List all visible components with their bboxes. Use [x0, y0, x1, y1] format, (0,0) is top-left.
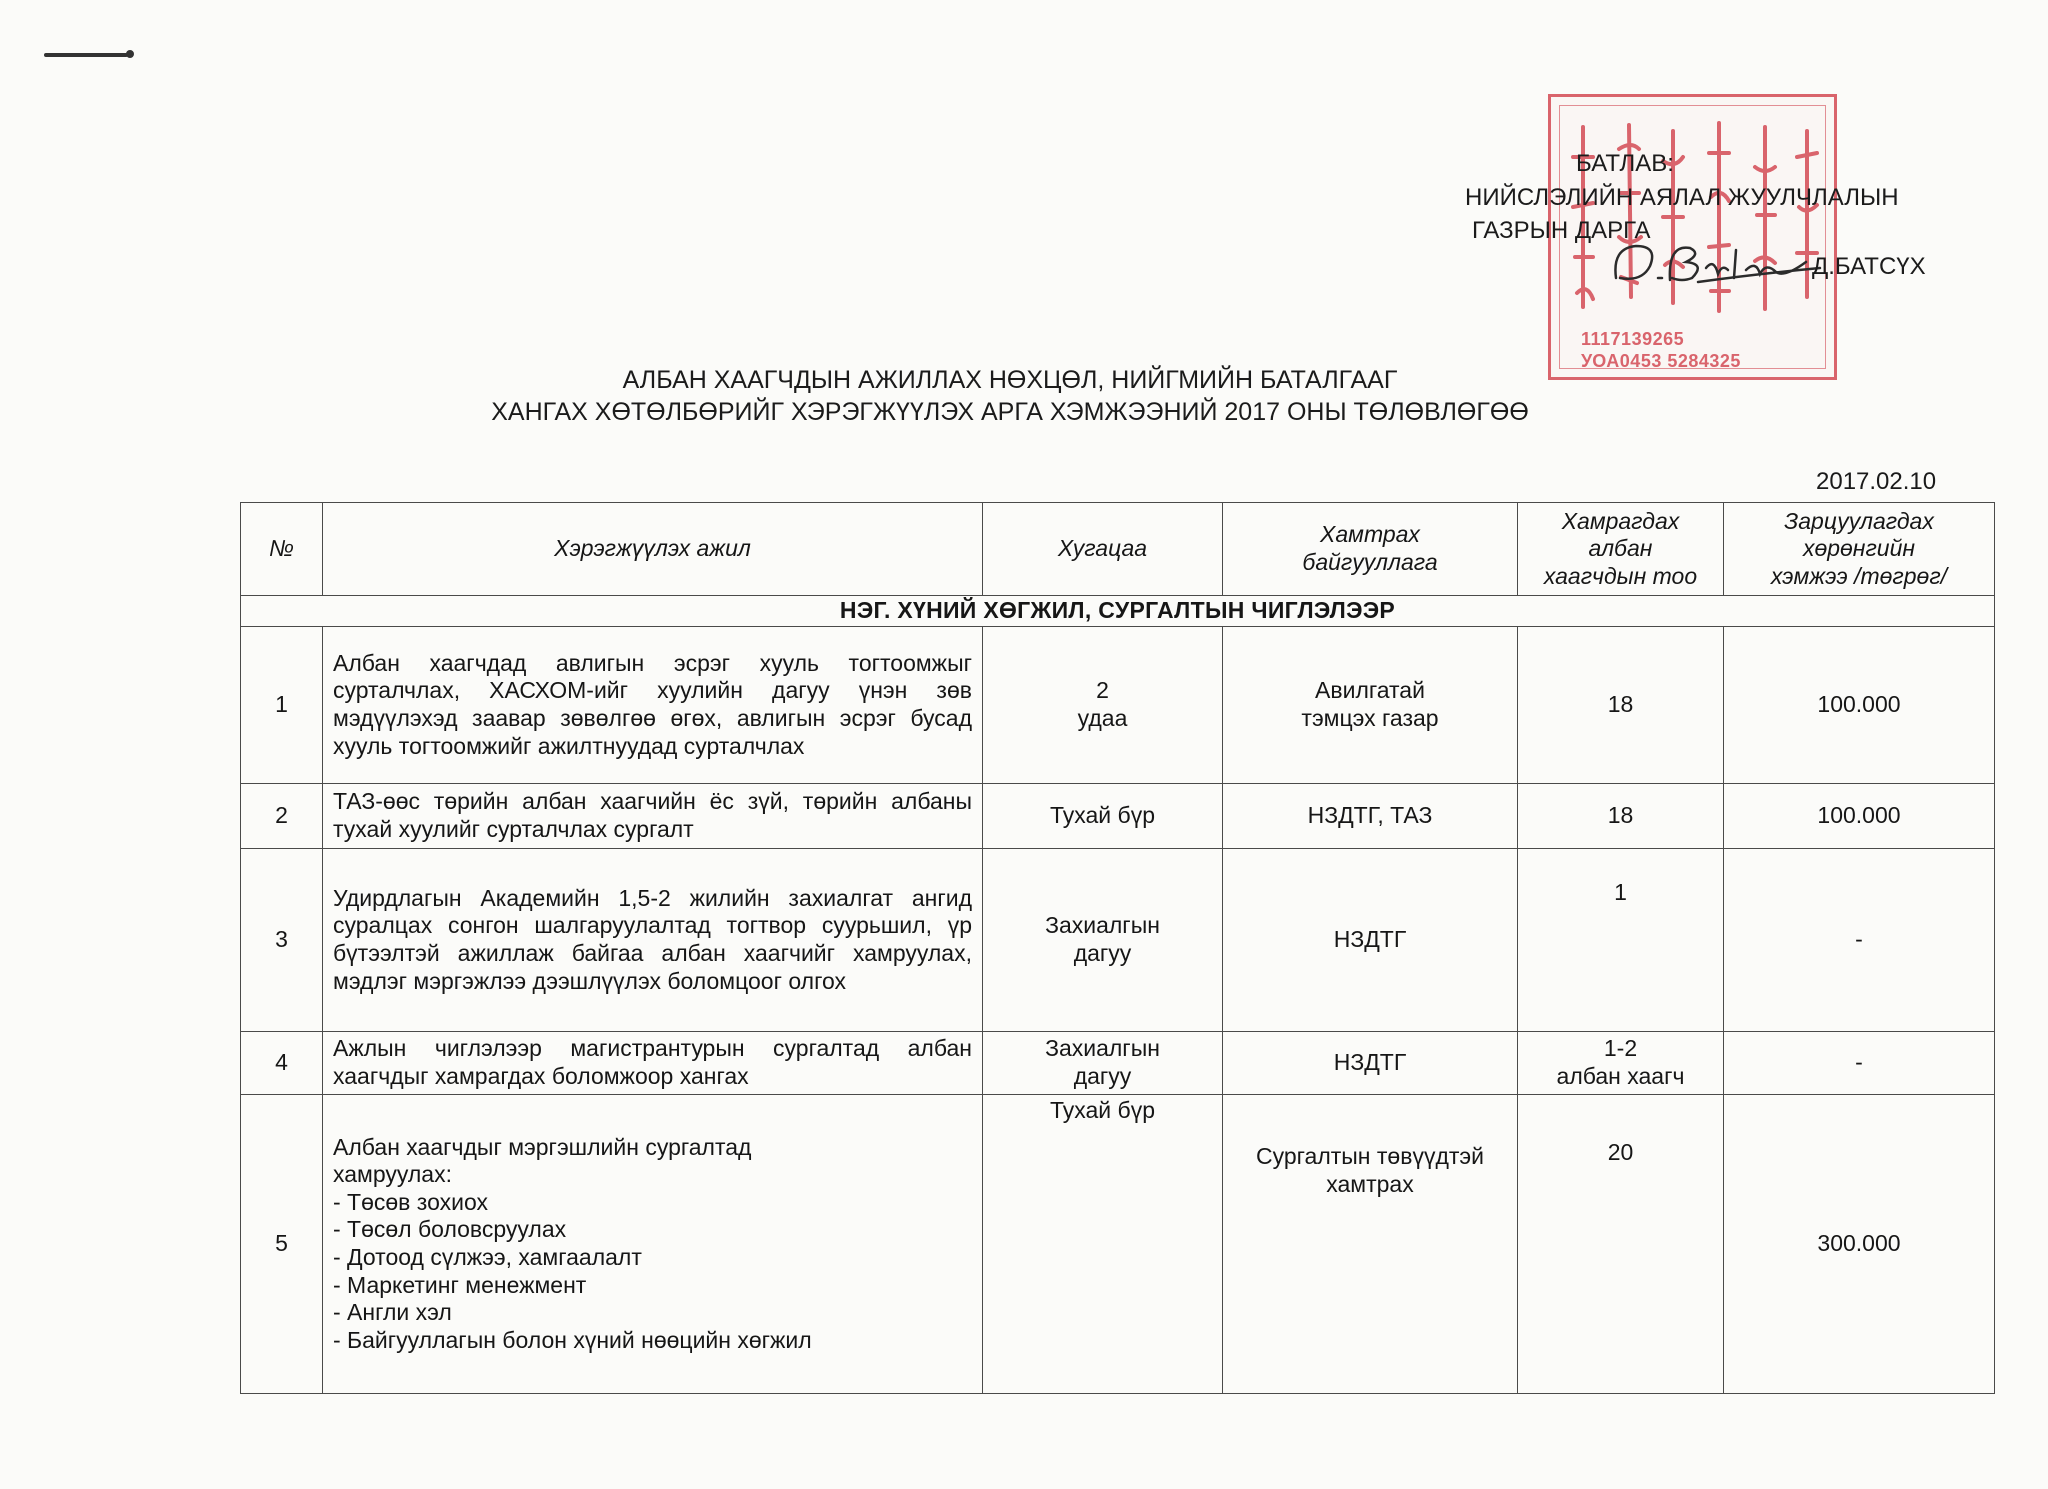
row-partner: НЗДТГ: [1223, 849, 1518, 1032]
row-partner: НЗДТГ, ТАЗ: [1223, 784, 1518, 849]
section-row: [241, 596, 1995, 627]
row-no: 2: [241, 784, 323, 849]
header-staff-line3: хаагчдын тоо: [1543, 562, 1698, 589]
row-staff-line1: 1-2: [1603, 1035, 1638, 1062]
task-line: - Төсөв зохиох: [333, 1188, 488, 1215]
row-no: 3: [241, 849, 323, 1032]
row-period-line1: Захиалгын: [1045, 1035, 1160, 1062]
row-staff-count: [1518, 1032, 1724, 1095]
row-staff-count: 1: [1518, 849, 1724, 1032]
row-task: Удирдлагын Академийн 1,5-2 жилийн захиалгат ангид суралцах сонгон шалгаруулалтад тогтвор суурьшил, үр бүтээлтэй ажиллаж байгаа албан хаагчийг хамруулах, мэдлэг мэргэжлээ дээшлүүлэх боломцоог олгох: [323, 849, 983, 1032]
header-partner-line1: Хамтрах: [1320, 521, 1420, 548]
header-cost: [1724, 503, 1995, 596]
header-partner-line2: байгууллага: [1302, 549, 1438, 575]
row-partner-line2: хамтрах: [1326, 1170, 1414, 1197]
task-line: хамруулах:: [333, 1161, 452, 1188]
header-staff-count: [1518, 503, 1724, 596]
row-staff-count: 18: [1518, 784, 1724, 849]
document-date: 2017.02.10: [1816, 468, 1937, 495]
header-cost-line1: Зарцуулагдах: [1784, 507, 1934, 534]
row-period: [983, 627, 1223, 784]
row-task: Албан хаагчдад авлигын эсрэг хууль тогтоомжыг сурталчлах, ХАСХОМ-ийг хуулийн дагуу үнэн зөв мэдүүлэхэд заавар зөвөлгөө өгөх, авлигын эсрэг бусад хууль тогтоомжийг ажилтнуудад сурталчлах: [323, 627, 983, 784]
row-task: ТАЗ-өөс төрийн албан хаагчийн ёс зүй, төрийн албаны тухай хуулийг сурталчлах сургалт: [323, 784, 983, 849]
row-no: 5: [241, 1095, 323, 1394]
table-header-row: [241, 503, 1995, 596]
row-partner-line2: тэмцэх газар: [1301, 705, 1439, 731]
row-period: [983, 849, 1223, 1032]
stamp-number-1: 1117139265: [1581, 329, 1685, 349]
approval-org-line1: НИЙСЛЭЛИЙН АЯЛАЛ ЖУУЛЧЛАЛЫН: [1465, 184, 1899, 211]
plan-table: [240, 502, 1995, 1394]
handwritten-signature: [1606, 238, 1826, 288]
row-period-line1: 2: [1096, 677, 1109, 704]
table-row: [241, 849, 1995, 1032]
section-heading: НЭГ. ХҮНИЙ ХӨГЖИЛ, СУРГАЛТЫН ЧИГЛЭЛЭЭР: [241, 596, 1995, 627]
row-period: [983, 1032, 1223, 1095]
task-line: - Төсөл боловсруулах: [333, 1216, 567, 1243]
approval-org-line2: ГАЗРЫН ДАРГА: [1472, 217, 1651, 244]
row-period-line2: дагуу: [1073, 1063, 1132, 1089]
row-partner-line1: Сургалтын төвүүдтэй: [1256, 1143, 1484, 1169]
row-partner-line1: Авилгатай: [1315, 677, 1425, 704]
header-period: Хугацаа: [983, 503, 1223, 596]
header-partner: [1223, 503, 1518, 596]
header-cost-line3: хэмжээ /төгрөг/: [1770, 562, 1948, 589]
header-cost-line2: хөрөнгийн: [1802, 535, 1916, 562]
row-period-line1: Захиалгын: [1045, 912, 1160, 939]
approval-label: БАТЛАВ:: [1576, 150, 1674, 177]
approval-signer: Д.БАТСҮХ: [1812, 253, 1926, 280]
row-cost: -: [1724, 1032, 1995, 1095]
table-row: [241, 1095, 1995, 1394]
task-line: - Дотоод сүлжээ, хамгаалалт: [333, 1244, 642, 1270]
stamp-number-2: УОА0453 5284325: [1581, 351, 1741, 371]
row-task: [323, 1095, 983, 1394]
table-row: [241, 627, 1995, 784]
row-partner: НЗДТГ: [1223, 1032, 1518, 1095]
row-period-line2: удаа: [1077, 705, 1128, 731]
row-no: 1: [241, 627, 323, 784]
header-no: №: [241, 503, 323, 596]
row-cost: 100.000: [1724, 784, 1995, 849]
header-staff-line2: албан: [1588, 535, 1653, 562]
row-cost: 300.000: [1724, 1095, 1995, 1394]
row-cost: 100.000: [1724, 627, 1995, 784]
task-line: - Маркетинг менежмент: [333, 1271, 587, 1298]
row-period-line2: дагуу: [1073, 940, 1132, 966]
row-task: Ажлын чиглэлээр магистрантурын сургалтад албан хаагчдыг хамрагдах боломжоор хангах: [323, 1032, 983, 1095]
table-row: [241, 1032, 1995, 1095]
header-task: Хэрэгжүүлэх ажил: [323, 503, 983, 596]
document-title-line2: ХАНГАХ ХӨТӨЛБӨРИЙГ ХЭРЭГЖҮҮЛЭХ АРГА ХЭМЖЭЭНИЙ 2017 ОНЫ ТӨЛӨВЛӨГӨӨ: [491, 398, 1529, 426]
task-line: Албан хаагчдыг мэргэшлийн сургалтад: [333, 1133, 752, 1160]
task-line: - Байгууллагын болон хүний нөөцийн хөгжил: [333, 1326, 812, 1353]
document-title-line1: АЛБАН ХААГЧДЫН АЖИЛЛАХ НӨХЦӨЛ, НИЙГМИЙН БАТАЛГААГ: [622, 366, 1398, 394]
row-staff-count: 18: [1518, 627, 1724, 784]
row-staff-line2: албан хаагч: [1556, 1063, 1685, 1089]
scan-mark: [44, 53, 128, 57]
row-partner: [1223, 627, 1518, 784]
row-no: 4: [241, 1032, 323, 1095]
task-line: - Англи хэл: [333, 1299, 452, 1326]
row-partner: [1223, 1095, 1518, 1394]
row-cost: -: [1724, 849, 1995, 1032]
row-staff-count: 20: [1518, 1095, 1724, 1394]
row-period: Тухай бүр: [983, 1095, 1223, 1394]
row-period: Тухай бүр: [983, 784, 1223, 849]
table-row: [241, 784, 1995, 849]
header-staff-line1: Хамрагдах: [1561, 507, 1680, 534]
